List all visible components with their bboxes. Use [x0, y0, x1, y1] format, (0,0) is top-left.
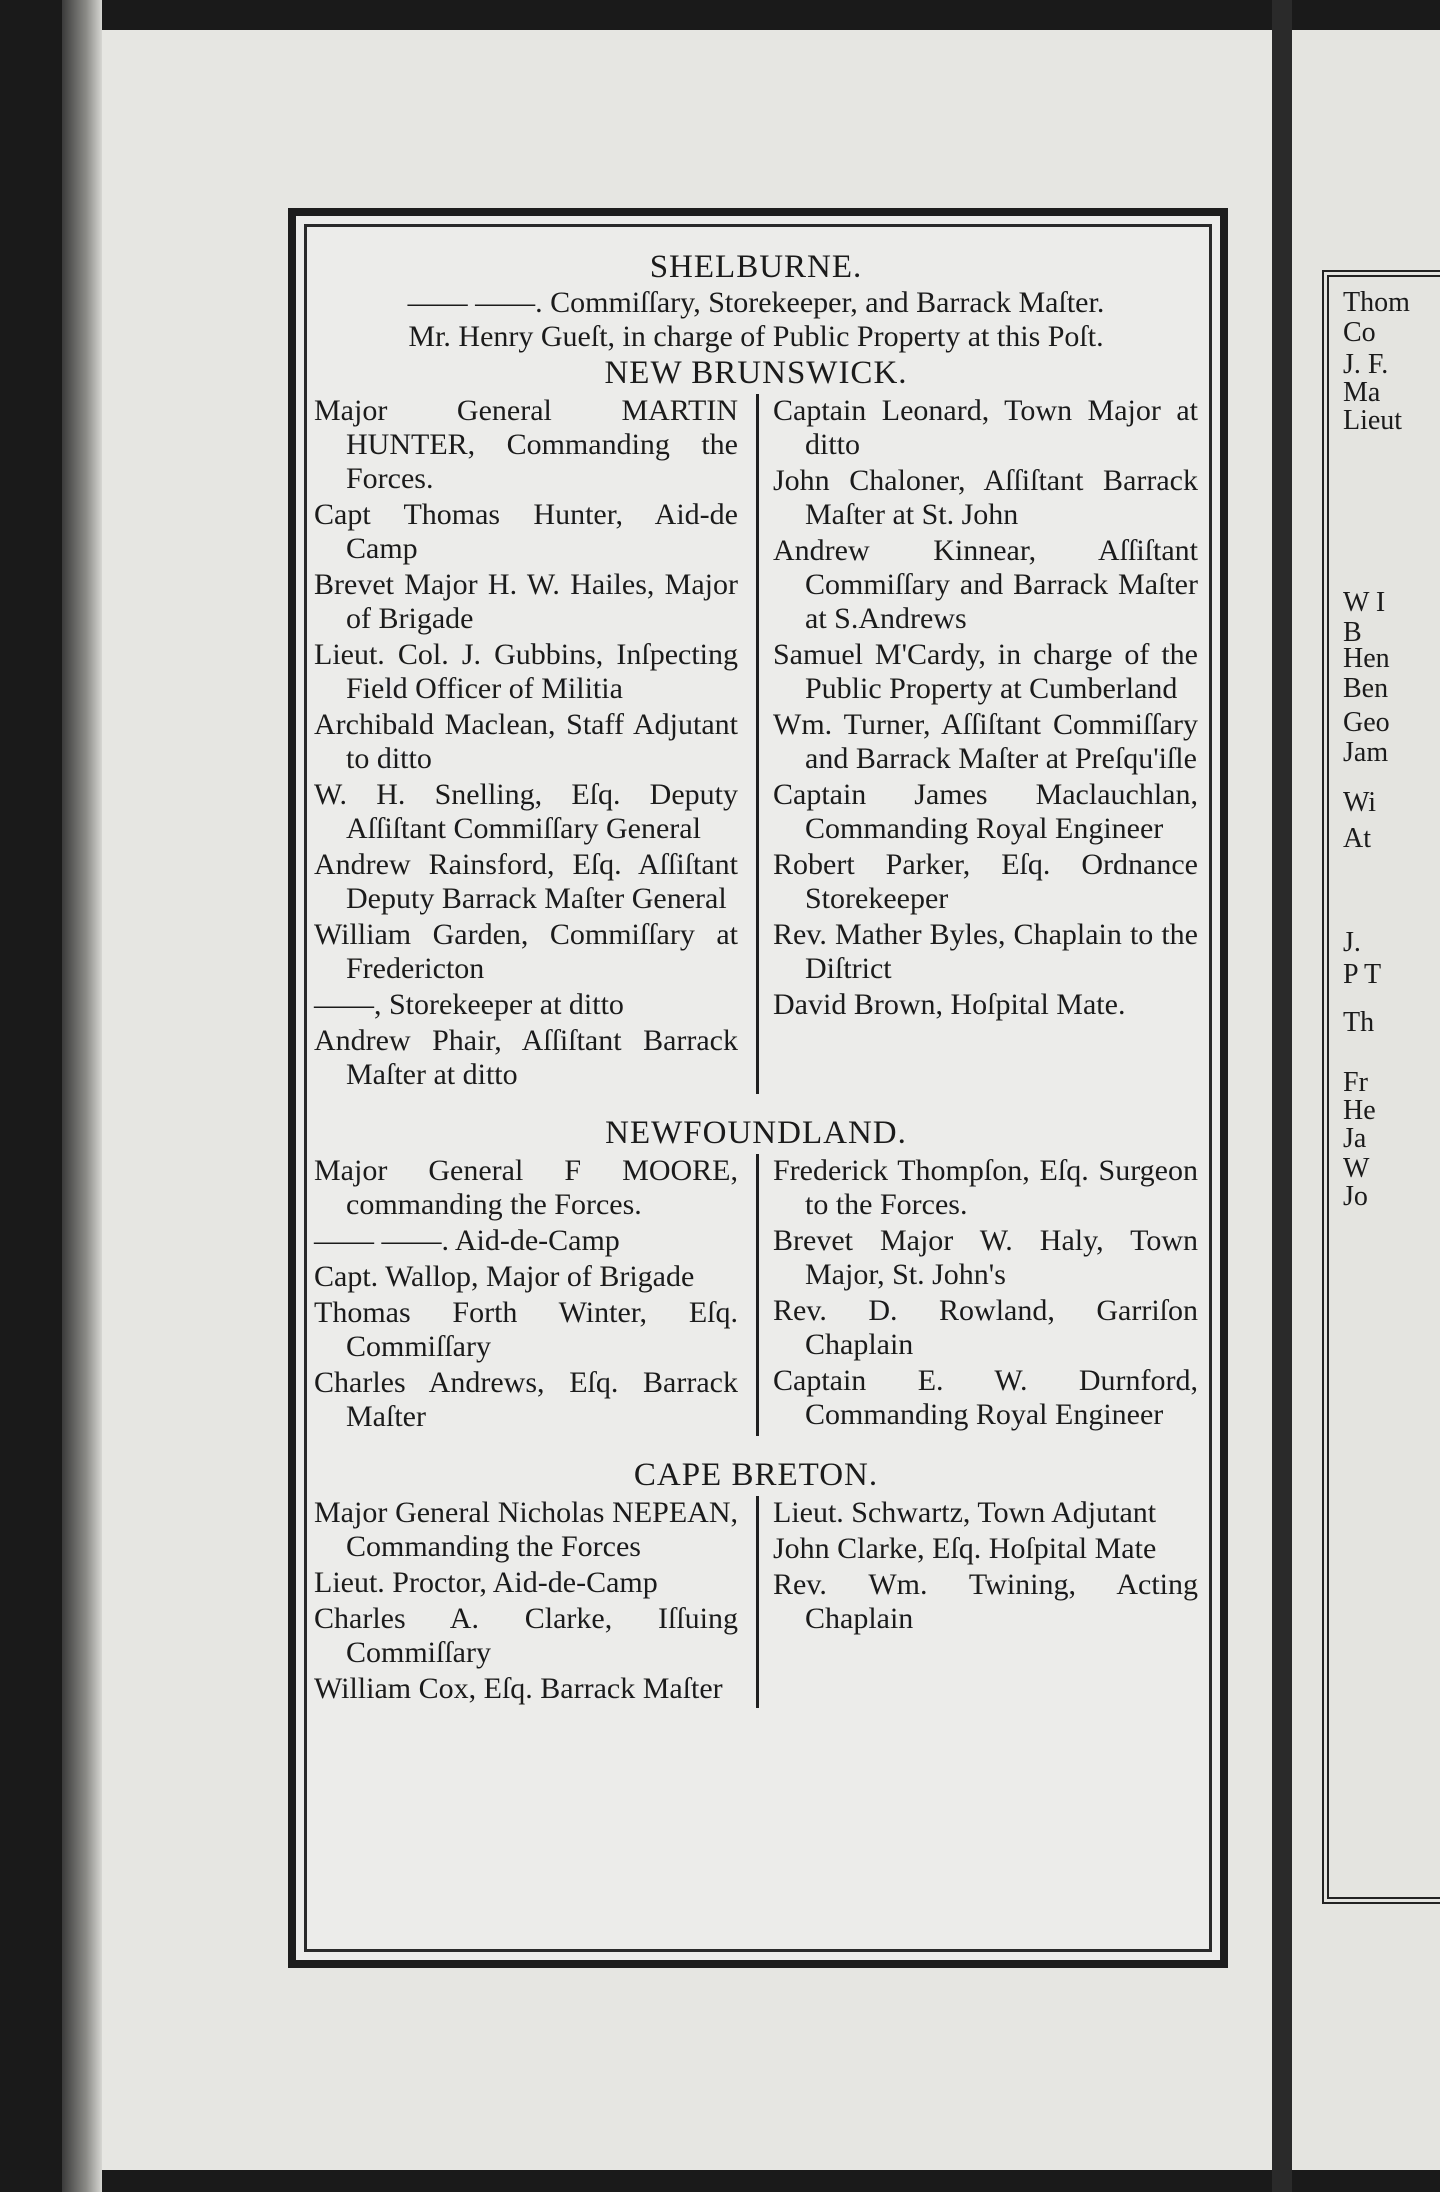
officer-entry: Brevet Major H. W. Hailes, Major of Brigade	[314, 568, 738, 635]
facing-page-text-fragment: J.	[1343, 927, 1361, 958]
officer-entry: John Chaloner, Aſſiſtant Barrack Maſter at St. John	[773, 464, 1198, 531]
table-frame	[288, 208, 1228, 1968]
facing-page-text-fragment: J. F.	[1343, 349, 1389, 380]
facing-page-text-fragment: Ja	[1343, 1123, 1367, 1154]
facing-page-text-fragment: Jam	[1343, 737, 1389, 768]
officer-entry: —— ——. Aid-de-Camp	[314, 1224, 620, 1257]
section-heading-cape-breton: CAPE BRETON.	[633, 1457, 879, 1493]
facing-page-frame	[1322, 270, 1440, 1904]
section-heading-shelburne: SHELBURNE.	[649, 249, 863, 285]
officer-entry: Lieut. Col. J. Gubbins, Inſpecting Field Officer of Militia	[314, 638, 738, 705]
officer-entry: William Cox, Eſq. Barrack Maſter	[314, 1672, 723, 1705]
officer-entry: W. H. Snelling, Eſq. Deputy Aſſiſtant Commiſſary General	[314, 778, 738, 845]
shelburne-line: Mr. Henry Gueſt, in charge of Public Property at this Poſt.	[408, 320, 1104, 353]
officer-entry: Robert Parker, Eſq. Ordnance Storekeeper	[773, 848, 1198, 915]
cape-breton-right-column	[756, 1496, 1198, 1708]
officer-entry: John Clarke, Eſq. Hoſpital Mate	[773, 1532, 1157, 1565]
officer-entry: Samuel M'Cardy, in charge of the Public Property at Cumberland	[773, 638, 1198, 705]
officer-entry: Rev. D. Rowland, Garriſon Chaplain	[773, 1294, 1198, 1361]
facing-page-text-fragment: Ma	[1343, 377, 1381, 408]
facing-page-text-fragment: B	[1343, 617, 1362, 648]
facing-page-text-fragment: Co	[1343, 317, 1376, 348]
officer-entry: Frederick Thompſon, Eſq. Surgeon to the Forces.	[773, 1154, 1198, 1221]
facing-page-text-fragment: Wi	[1343, 787, 1377, 818]
officer-entry: Major General F MOORE, commanding the Forces.	[314, 1154, 738, 1221]
facing-page-text-fragment: W I	[1343, 587, 1386, 618]
new-brunswick-columns	[314, 394, 1198, 1094]
section-heading-new-brunswick: NEW BRUNSWICK.	[604, 355, 908, 391]
officer-entry: ——, Storekeeper at ditto	[314, 988, 624, 1021]
facing-page-text-fragment: He	[1343, 1095, 1376, 1126]
officer-entry: Andrew Phair, Aſſiſtant Barrack Maſter at ditto	[314, 1024, 738, 1091]
newfoundland-left-column	[314, 1154, 756, 1436]
register-content	[314, 248, 1198, 1944]
facing-page-text-fragment: At	[1343, 823, 1371, 854]
facing-page-text-fragment: W	[1343, 1153, 1370, 1184]
new-brunswick-left-column	[314, 394, 756, 1094]
facing-page-text-fragment: Lieut	[1343, 405, 1403, 436]
section-spacer	[314, 1436, 1198, 1456]
officer-entry: Andrew Rainsford, Eſq. Aſſiſtant Deputy Barrack Maſter General	[314, 848, 738, 915]
officer-entry: William Garden, Commiſſary at Fredericton	[314, 918, 738, 985]
newfoundland-columns	[314, 1154, 1198, 1436]
officer-entry: Captain James Maclauchlan, Commanding Royal Engineer	[773, 778, 1198, 845]
officer-entry: Capt Thomas Hunter, Aid-de Camp	[314, 498, 738, 565]
officer-entry: David Brown, Hoſpital Mate.	[773, 988, 1126, 1021]
officer-entry: Rev. Mather Byles, Chaplain to the Diſtrict	[773, 918, 1198, 985]
cape-breton-left-column	[314, 1496, 756, 1708]
officer-entry: Archibald Maclean, Staff Adjutant to ditto	[314, 708, 738, 775]
officer-entry: Captain E. W. Durnford, Commanding Royal Engineer	[773, 1364, 1198, 1431]
facing-page	[1292, 30, 1440, 2170]
facing-page-text-fragment: Thom	[1343, 287, 1410, 318]
page-fold-shadow	[62, 0, 102, 2192]
book-gutter	[1272, 0, 1292, 2192]
cape-breton-columns	[314, 1496, 1198, 1708]
officer-entry: Brevet Major W. Haly, Town Major, St. John's	[773, 1224, 1198, 1291]
officer-entry: Wm. Turner, Aſſiſtant Commiſſary and Barrack Maſter at Preſqu'iſle	[773, 708, 1198, 775]
officer-entry: Lieut. Proctor, Aid-de-Camp	[314, 1566, 658, 1599]
officer-entry: Lieut. Schwartz, Town Adjutant	[773, 1496, 1157, 1529]
officer-entry: Charles A. Clarke, Iſſuing Commiſſary	[314, 1602, 738, 1669]
officer-entry: Rev. Wm. Twining, Acting Chaplain	[773, 1568, 1198, 1635]
section-heading-newfoundland: NEWFOUNDLAND.	[605, 1115, 907, 1151]
officer-entry: Thomas Forth Winter, Eſq. Commiſſary	[314, 1296, 738, 1363]
facing-page-text-fragment: P T	[1343, 959, 1382, 990]
facing-page-text-fragment: Hen	[1343, 643, 1390, 674]
officer-entry: Major General MARTIN HUNTER, Commanding the Forces.	[314, 394, 738, 495]
facing-page-text-fragment: Th	[1343, 1007, 1375, 1038]
facing-page-text-fragment: Ben	[1343, 673, 1389, 704]
section-spacer	[314, 1094, 1198, 1114]
facing-page-text-fragment: Geo	[1343, 707, 1390, 738]
officer-entry: Charles Andrews, Eſq. Barrack Maſter	[314, 1366, 738, 1433]
officer-entry: Captain Leonard, Town Major at ditto	[773, 394, 1198, 461]
officer-entry: Capt. Wallop, Major of Brigade	[314, 1260, 695, 1293]
facing-page-text-fragment: Fr	[1343, 1067, 1368, 1098]
newfoundland-right-column	[756, 1154, 1198, 1436]
facing-page-text-fragment: Jo	[1343, 1181, 1368, 1212]
new-brunswick-right-column	[756, 394, 1198, 1094]
officer-entry: Andrew Kinnear, Aſſiſtant Commiſſary and Barrack Maſter at S.Andrews	[773, 534, 1198, 635]
shelburne-line: —— ——. Commiſſary, Storekeeper, and Barrack Maſter.	[407, 286, 1105, 319]
officer-entry: Major General Nicholas NEPEAN, Commanding the Forces	[314, 1496, 738, 1563]
